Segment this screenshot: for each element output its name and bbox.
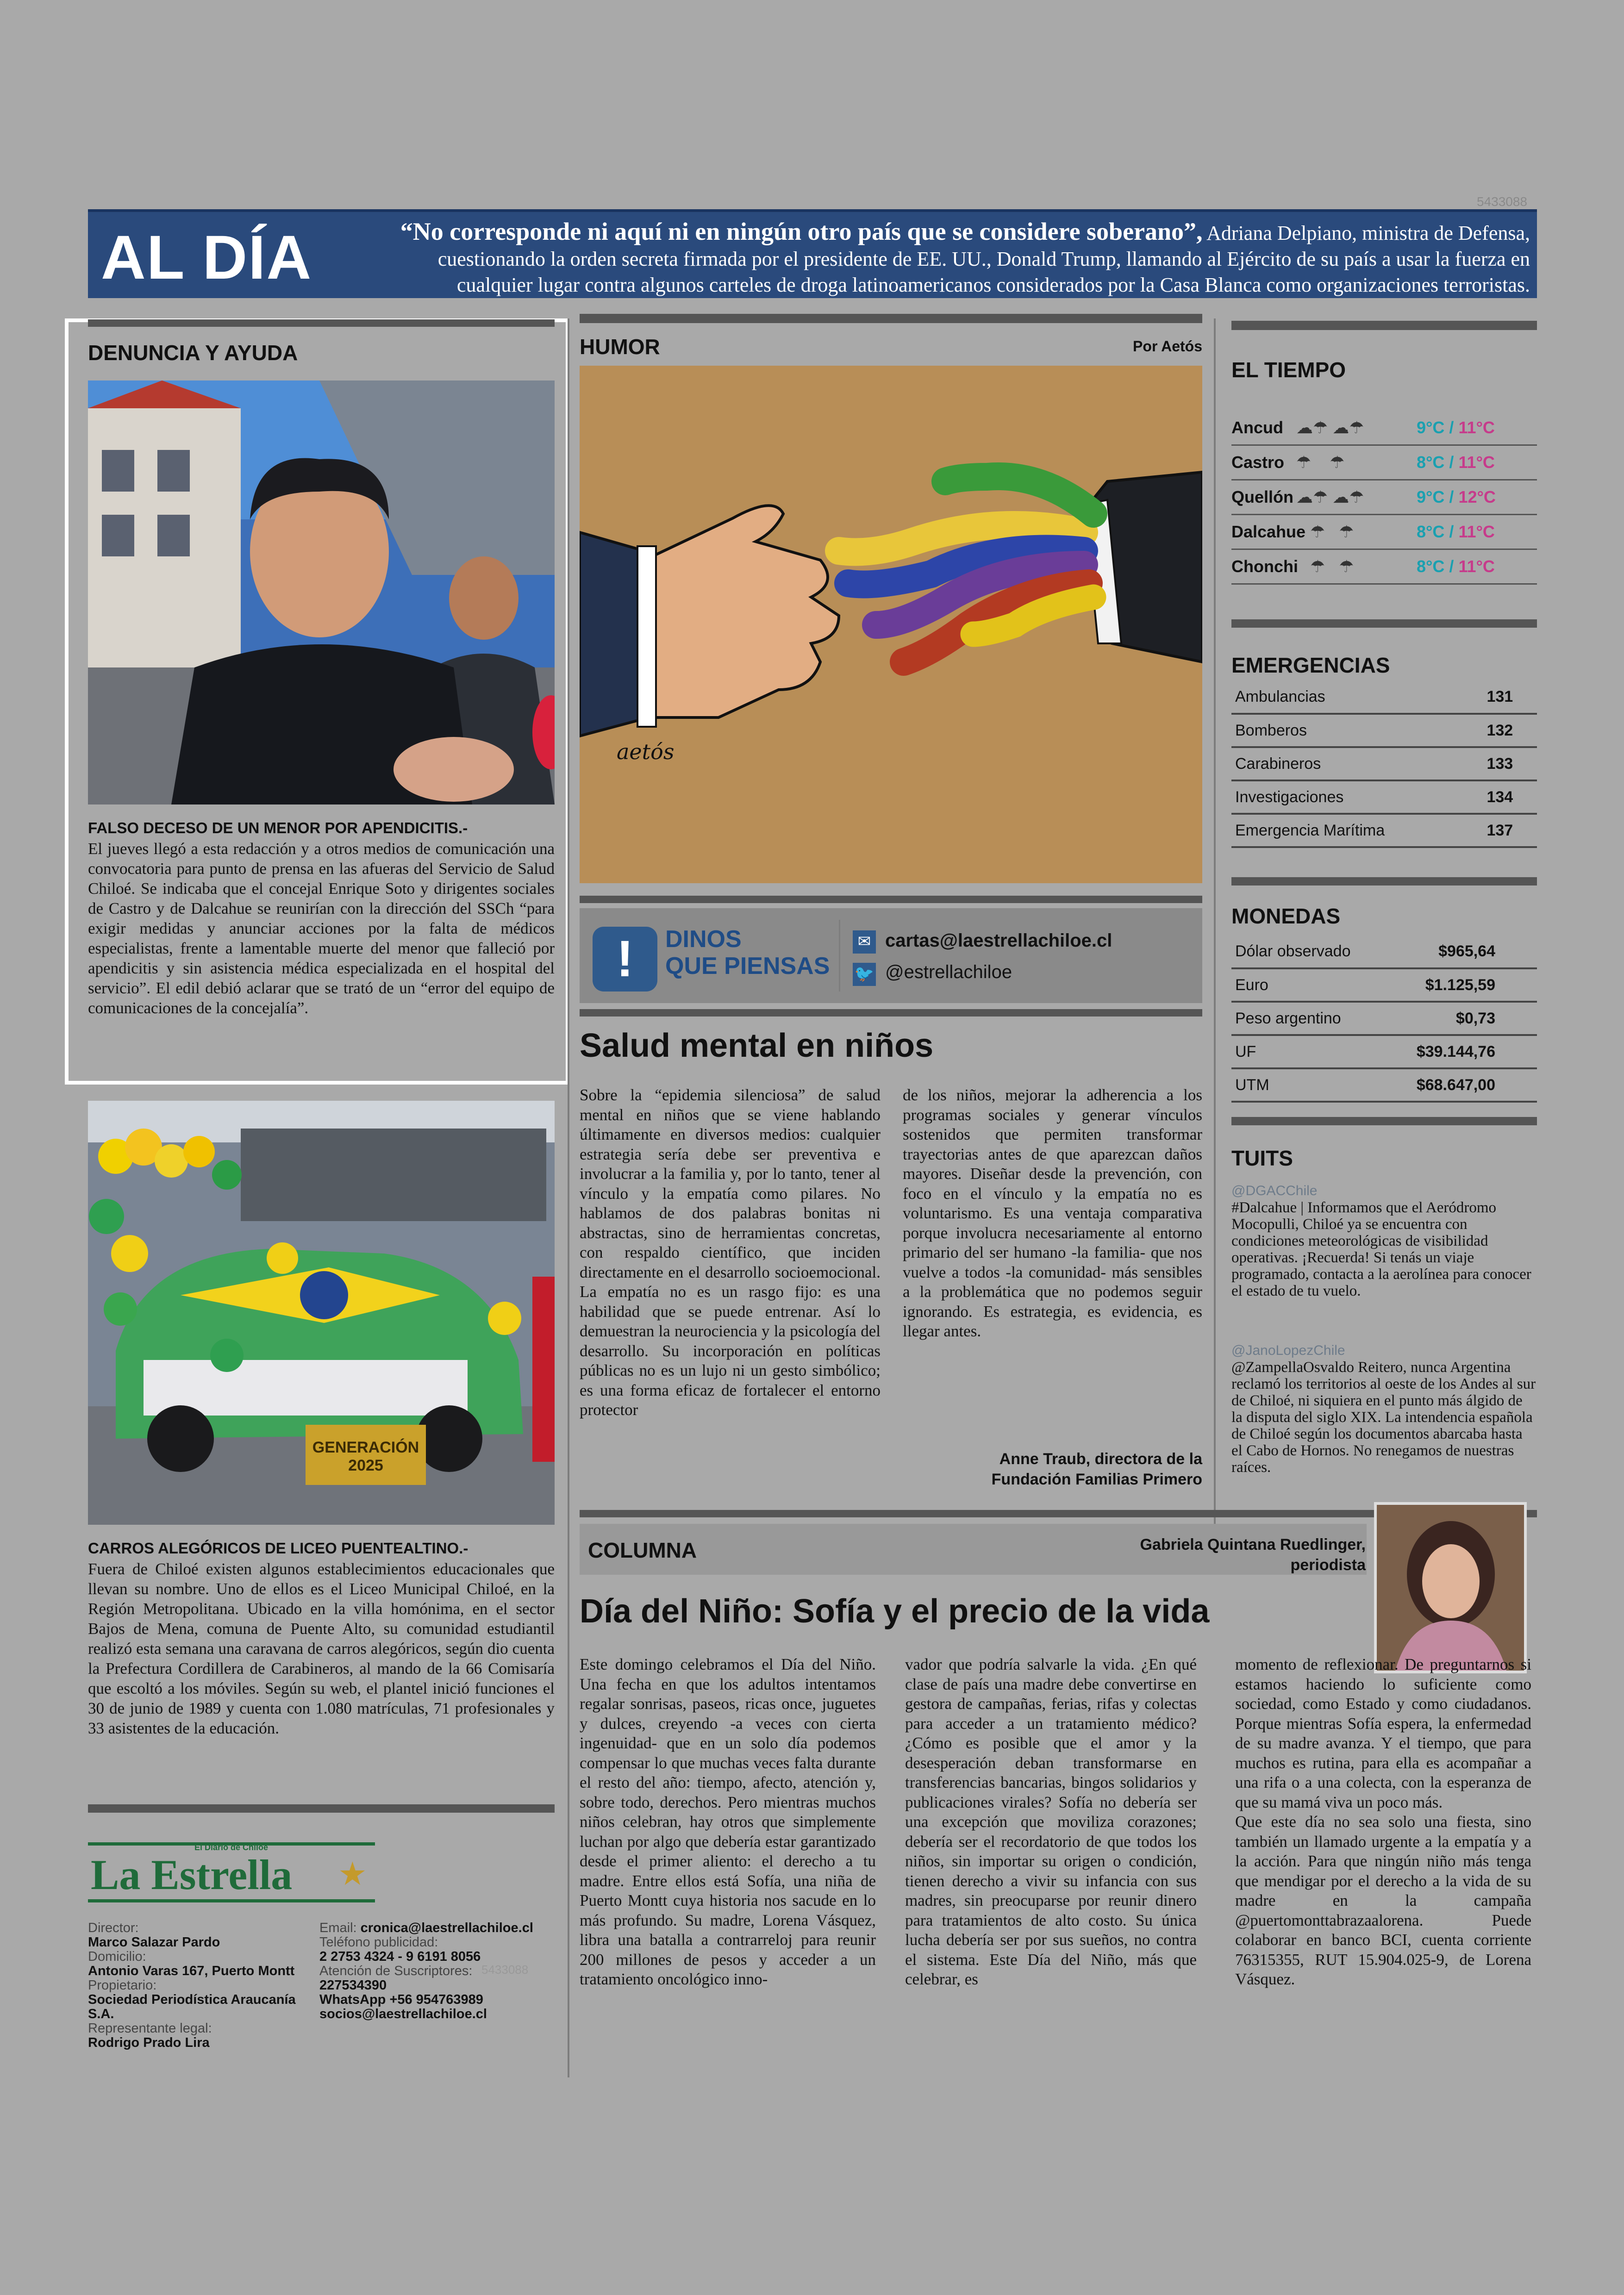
telefono-value: 2 2753 4324 - 9 6191 8056 <box>319 1949 481 1964</box>
weather-city: Quellón <box>1231 487 1293 506</box>
page-code: 5433088 <box>1477 194 1528 209</box>
weather-temp: 9°C / 12°C <box>1417 487 1496 506</box>
weather-table <box>1231 411 1537 585</box>
weather-temp: 8°C / 11°C <box>1417 522 1495 541</box>
author-line2: periodista <box>1290 1556 1366 1574</box>
dinos-label <box>665 926 830 979</box>
section-title-humor: HUMOR <box>580 335 660 359</box>
email-label: Email: <box>319 1921 361 1935</box>
director-label: Director: <box>88 1921 139 1935</box>
weather-row <box>1231 550 1537 585</box>
weather-city: Dalcahue <box>1231 522 1306 541</box>
svg-text:aetós: aetós <box>617 739 675 764</box>
section-title-weather: EL TIEMPO <box>1231 358 1346 382</box>
rain-icon: ☂ ☂ <box>1296 453 1345 472</box>
column-divider <box>568 318 569 2077</box>
section-rule <box>88 319 555 327</box>
emergency-number: 137 <box>1483 814 1537 847</box>
columna-title: Día del Niño: Sofía y el precio de la vida <box>580 1593 1210 1630</box>
emergency-name: Bomberos <box>1231 714 1483 747</box>
temp-high: 11°C <box>1458 522 1495 541</box>
currency-row <box>1231 1068 1537 1102</box>
editorial-col1: Sobre la “epidemia silenciosa” de salud mental en niños que se viene hablando últimamente en diversos medios: cualquier estrategia sería debe ser preventiva e involucrar a la familia y, por lo tanto, tener al vínculo y la empatía como pilares. No hablamos de dos palabras bonitas ni abstractas, sino de herramientas concretas, con respaldo científico, que inciden directamente en el desarrollo socioemocional. La empatía no es un rasgo fijo: es una habilidad que se puede entrenar. Así lo demuestran la neurociencia y la psicología del desarrollo. Su incorporación en políticas públicas no es un lujo ni un gesto simbólico; es una forma eficaz de fortalecer el entorno protector <box>580 1086 881 1419</box>
section-rule <box>580 896 1202 903</box>
emergency-row <box>1231 747 1537 780</box>
emergency-number: 131 <box>1483 680 1537 714</box>
tweet-text: #Dalcahue | Informamos que el Aeródromo Mocopulli, Chiloé ya se encuentra con condiciones meteorológicas de visibilidad operativas. ¡Recuerda! Si tenás un viaje programado, contacta a la aerolínea para conocer el estado de tu vuelo. <box>1231 1199 1531 1299</box>
temp-low: 9°C <box>1417 487 1445 506</box>
currency-name: Dólar observado <box>1231 935 1383 968</box>
email-icon: ✉ <box>853 930 876 954</box>
socios-email[interactable]: socios@laestrellachiloe.cl <box>319 2007 487 2021</box>
masthead-watermark: 5433088 <box>481 1963 529 1977</box>
al-dia-banner <box>88 209 1537 298</box>
weather-city: Ancud <box>1231 418 1283 437</box>
section-rule <box>1231 1117 1537 1125</box>
emergency-row <box>1231 780 1537 814</box>
handshake-snakes-cartoon <box>580 366 1202 883</box>
emergency-row <box>1231 814 1537 847</box>
section-title-monedas: MONEDAS <box>1231 904 1341 928</box>
temp-high: 11°C <box>1458 557 1495 576</box>
quote-text: “No corresponde ni aquí ni en ningún otro país que se considere soberano”, <box>400 218 1203 245</box>
section-rule <box>88 1804 555 1813</box>
section-title-tuits: TUITS <box>1231 1146 1293 1170</box>
currency-row <box>1231 968 1537 1002</box>
currency-row <box>1231 1002 1537 1035</box>
star-icon: ★ <box>338 1857 367 1892</box>
currency-row <box>1231 1035 1537 1068</box>
rain-icon: ☁☂ ☁☂ <box>1296 418 1364 437</box>
weather-temp: 8°C / 11°C <box>1417 557 1495 576</box>
logo-tagline: El Diario de Chiloé <box>194 1843 269 1852</box>
rain-icon: ☂ ☂ <box>1310 522 1354 541</box>
email-value[interactable]: cronica@laestrellachiloe.cl <box>360 1921 533 1935</box>
weather-row <box>1231 480 1537 515</box>
weather-row <box>1231 446 1537 480</box>
emergency-row <box>1231 680 1537 714</box>
section-title-columna: COLUMNA <box>588 1538 697 1562</box>
rain-icon: ☂ ☂ <box>1310 557 1354 576</box>
section-title-al-dia: AL DÍA <box>101 223 312 292</box>
temp-high: 12°C <box>1458 487 1496 506</box>
dinos-email[interactable]: cartas@laestrellachiloe.cl <box>885 930 1112 951</box>
temp-high: 11°C <box>1458 418 1495 437</box>
editorial-col2: de los niños, mejorar la adherencia a los programas sociales y generar vínculos sostenidos que permiten transformar trayectorias antes de que aparezcan daños mayores. Diseñar desde la prevención, con foco en el vínculo y la empatía no es voluntarismo. Es una ventaja comparativa porque involucra necesariamente al entorno primario del ser humano -la familia- que nos vuelve a todos -la comunidad- más sensibles a la problemática que no podemos seguir ignorando. Es estrategia, es evidencia, es llegar antes. <box>903 1086 1202 1340</box>
temp-low: 8°C <box>1417 557 1445 576</box>
tweet-handle[interactable]: @JanoLopezChile <box>1231 1343 1345 1358</box>
telefono-label: Teléfono publicidad: <box>319 1935 438 1950</box>
carros-headline: CARROS ALEGÓRICOS DE LICEO PUENTEALTINO.- <box>88 1540 468 1557</box>
photo-sign-text: GENERACIÓN 2025 <box>312 1439 419 1474</box>
author-line1: Anne Traub, directora de la <box>999 1450 1202 1468</box>
tweet <box>1231 1342 1537 1476</box>
column-divider <box>1214 318 1216 1536</box>
whatsapp-label: WhatsApp <box>319 1992 390 2007</box>
temp-high: 11°C <box>1458 453 1495 472</box>
columna-col1: Este domingo celebramos el Día del Niño. Una fecha en que los adultos intentamos regalar sonrisas, paseos, ricas once, juguetes y dulces, creyendo -a veces con cierta ingenuidad- que en un solo día podemos compensar lo que muchas veces falta durante el resto del año: tiempo, afecto, atención y, sobre todo, derechos. Pero mientras muchos niños celebran, hay otros que simplemente luchan por algo que debería estar garantizado desde el primer aliento: el derecho a tu madre. Entre ellos está Sofía, una niña de Puerto Montt cuya historia nos sacude en lo más profundo. Su madre, Lorena Vásquez, libra una batalla a contrarreloj para reunir 200 millones de pesos y acceder a un tratamiento oncológico inno- <box>580 1655 876 1988</box>
temp-low: 8°C <box>1417 522 1445 541</box>
dinos-twitter[interactable]: @estrellachiloe <box>885 962 1012 982</box>
currency-value: $39.144,76 <box>1383 1035 1537 1068</box>
dinos-divider <box>839 920 840 992</box>
whatsapp-value: +56 954763989 <box>389 1992 483 2007</box>
logo-name: La Estrella <box>91 1851 293 1898</box>
dinos-line2: QUE PIENSAS <box>665 953 830 979</box>
director-value: Marco Salazar Pardo <box>88 1935 220 1950</box>
columna-col3-part1: momento de reflexionar. De preguntarnos si estamos haciendo lo suficiente como sociedad, como Estado y como ciudadanos. Porque mientras Sofía espera, la enfermedad de su madre avanza. Y el tiempo, que para muchos es rutina, para ella es acompañar a una rifa o a una colecta, con la esperanza de que su mamá viva un poco más. <box>1235 1655 1531 1811</box>
weather-city: Castro <box>1231 453 1285 472</box>
editorial-title: Salud mental en niños <box>580 1027 934 1064</box>
twitter-icon: 🐦 <box>853 963 876 986</box>
columna-author <box>1088 1534 1366 1575</box>
carros-photo <box>88 1101 555 1525</box>
banner-quote <box>359 218 1530 298</box>
emergency-name: Carabineros <box>1231 747 1483 780</box>
masthead-left <box>88 1921 310 2050</box>
emergencias-table <box>1231 680 1537 848</box>
monedas-table <box>1231 935 1537 1103</box>
denuncia-photo <box>88 380 555 804</box>
domicilio-label: Domicilio: <box>88 1949 146 1964</box>
weather-row <box>1231 411 1537 446</box>
la-estrella-logo <box>88 1842 375 1902</box>
currency-name: UTM <box>1231 1068 1383 1102</box>
currency-row <box>1231 935 1537 968</box>
section-rule <box>580 314 1202 323</box>
emergency-name: Emergencia Marítima <box>1231 814 1483 847</box>
currency-value: $0,73 <box>1383 1002 1537 1035</box>
currency-value: $68.647,00 <box>1383 1068 1537 1102</box>
columnist-portrait <box>1377 1505 1524 1671</box>
humor-byline: Por Aetós <box>1133 338 1202 355</box>
concejal-photo-illustration <box>88 380 555 804</box>
propietario-value: Sociedad Periodística Araucanía S.A. <box>88 1992 296 2021</box>
denuncia-headline: FALSO DECESO DE UN MENOR POR APENDICITIS.- <box>88 819 468 836</box>
emergency-name: Ambulancias <box>1231 680 1483 714</box>
exclamation-icon: ! <box>616 930 634 987</box>
humor-cartoon <box>580 366 1202 883</box>
tweet <box>1231 1183 1537 1299</box>
tweet-handle[interactable]: @DGACChile <box>1231 1183 1318 1198</box>
domicilio-value: Antonio Varas 167, Puerto Montt <box>88 1964 295 1978</box>
weather-city: Chonchi <box>1231 557 1298 576</box>
currency-name: Euro <box>1231 968 1383 1002</box>
currency-value: $1.125,59 <box>1383 968 1537 1002</box>
columna-col2: vador que podría salvarle la vida. ¿En qué clase de país una madre debe convertirse en gestora de campañas, ferias, rifas y colectas para acceder a un tratamiento médico? ¿Cómo es posible que el amor y la desesperación deban transformarse en transferencias bancarias, bingos solidarios y publicaciones virales? Sofía no debería ser una excepción que moviliza corazones; debería ser el recordatorio de que todos los niños, sin importar su origen o condición, tienen derecho a vivir su infancia con sus madres, sin preocuparse por reunir dinero para tratamientos de alto costo. Su única lucha debería ser por sus sueños, no contra el sistema. Este Día del Niño, más que celebrar, es <box>905 1655 1197 1988</box>
emergency-name: Investigaciones <box>1231 780 1483 814</box>
weather-temp: 8°C / 11°C <box>1417 453 1495 472</box>
dinos-line1: DINOS <box>665 926 742 953</box>
quote-attribution: Adriana Delpiano, ministra de Defensa, cuestionando la orden secreta firmada por el presidente de EE. UU., Donald Trump, llamando al Ejército de su país a usar la fuerza en cualquier lugar contra algunos carteles de droga latinoamericanos considerados por la Casa Blanca como organizaciones terroristas. <box>437 222 1530 296</box>
suscriptores-label: Atención de Suscriptores: <box>319 1964 473 1978</box>
currency-value: $965,64 <box>1383 935 1537 968</box>
section-rule <box>1231 877 1537 886</box>
dinos-box <box>580 908 1202 1003</box>
emergency-number: 134 <box>1483 780 1537 814</box>
representante-label: Representante legal: <box>88 2021 212 2036</box>
representante-value: Rodrigo Prado Lira <box>88 2035 210 2050</box>
columna-col3 <box>1235 1655 1531 2090</box>
currency-name: Peso argentino <box>1231 1002 1383 1035</box>
section-rule <box>580 1009 1202 1017</box>
carros-body: Fuera de Chiloé existen algunos establecimientos educacionales que llevan su nombre. Uno de ellos es el Liceo Municipal Chiloé, en la Región Metropolitana. Ubicado en la villa homónima, en el sector Bajos de Mena, comuna de Puente Alto, su comunidad estudiantil realizó esta semana una caravana de carros alegóricos, según dio cuenta la Prefectura Cordillera de Carabineros, al mando de la 66 Comisaría que escoltó a los móviles. Según su web, el plantel inició funciones el 30 de junio de 1989 y cuenta con 1.080 matrículas, 71 profesionales y 33 asistentes de la educación. <box>88 1560 555 1737</box>
temp-low: 9°C <box>1417 418 1445 437</box>
email-line <box>319 1921 560 1935</box>
weather-row <box>1231 515 1537 550</box>
temp-low: 8°C <box>1417 453 1445 472</box>
denuncia-body: El jueves llegó a esta redacción y a otros medios de comunicación una convocatoria para punto de prensa en las afueras del Servicio de Salud Chiloé. Se indicaba que el concejal Enrique Soto y dirigentes sociales de Castro y de Dalcahue se reunirían con la dirección del SSCh “para exigir medidas y anunciar acciones por la falta de médicos especialistas, frente a lamentable muerte del menor que falleció por apendicitis y sin asistencia médica especializada en el hospital del servicio”. El edil debió aclarar que se trató de un “error del equipo de comunicaciones de la concejalía”. <box>88 840 555 1017</box>
propietario-label: Propietario: <box>88 1978 157 1993</box>
author-line2: Fundación Familias Primero <box>991 1471 1202 1488</box>
suscriptores-value: 227534390 <box>319 1978 387 1993</box>
speech-bubble-icon <box>593 927 657 992</box>
weather-temp: 9°C / 11°C <box>1417 418 1495 437</box>
editorial-author <box>903 1449 1202 1490</box>
columnist-avatar <box>1374 1502 1527 1673</box>
section-title-denuncia: DENUNCIA Y AYUDA <box>88 341 298 365</box>
section-rule <box>1231 321 1537 330</box>
section-rule <box>1231 619 1537 628</box>
whatsapp-line <box>319 1993 560 2007</box>
tweet-text: @ZampellaOsvaldo Reitero, nunca Argentina reclamó los territorios al oeste de los Andes al sur de Chiloé, ni siquiera en el punto más álgido de la disputa del siglo XIX. La intendencia española de Chiloé según los documentos abarcaba hasta el Cabo de Hornos. No renegamos de nuestras raíces. <box>1231 1359 1536 1476</box>
emergency-row <box>1231 714 1537 747</box>
emergency-number: 132 <box>1483 714 1537 747</box>
currency-name: UF <box>1231 1035 1383 1068</box>
rain-icon: ☁☂ ☁☂ <box>1296 487 1364 506</box>
columna-col3-part2: Que este día no sea solo una fiesta, sino también un llamado urgente a la empatía y a la acción. Para que ningún niño más tenga que mendigar por el derecho a la vida de su madre en la campaña @puertomonttabrazaalorena. Puede colaborar en banco BCI, cuenta corriente 76315355, RUT 15.904.025-9, de Lorena Vásquez. <box>1235 1813 1531 1988</box>
author-line1: Gabriela Quintana Ruedlinger, <box>1140 1536 1366 1553</box>
emergency-number: 133 <box>1483 747 1537 780</box>
section-title-emergencias: EMERGENCIAS <box>1231 653 1390 677</box>
